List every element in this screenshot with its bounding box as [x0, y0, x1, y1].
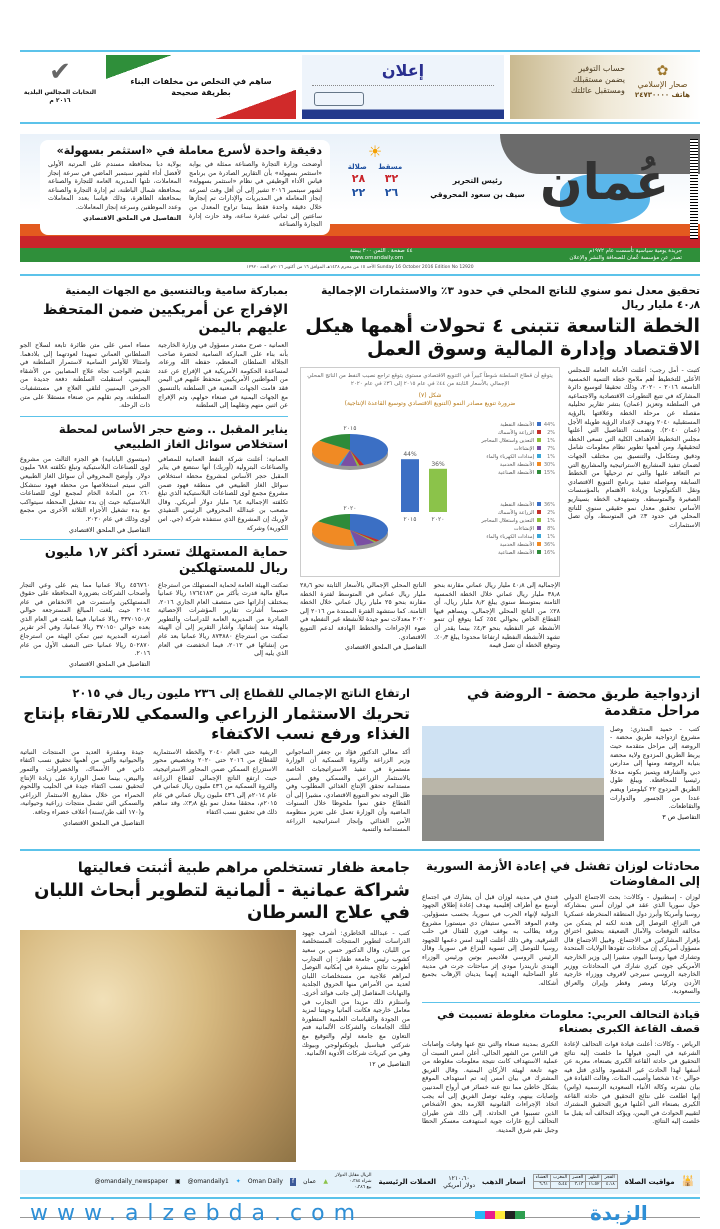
legend-value: 30% — [543, 462, 555, 468]
dhofar-kicker: جامعة ظفار تستخلص مراهم طبية أثبتت فعاليتها — [77, 859, 410, 876]
section-bottom — [20, 859, 700, 1162]
bar-value: 36% — [431, 460, 445, 468]
legend-value: 7% — [547, 446, 555, 452]
legend-label: الأنشطة النفطية — [500, 422, 534, 428]
prayer-name: المغرب — [551, 1175, 570, 1182]
gold-label: أسعار الذهب — [482, 1177, 526, 1186]
legend-swatch — [537, 470, 541, 474]
legend-swatch — [537, 510, 541, 514]
chart-box — [300, 367, 560, 577]
legend-label: الأنشطة الخدمية — [499, 462, 534, 468]
top-margin — [0, 0, 720, 50]
prayer-name: الفجر — [602, 1175, 617, 1182]
newspaper-logo: عُمان — [540, 153, 670, 211]
legend-swatch — [537, 518, 541, 522]
lead-text: الناتج المحلي الإجمالي بالأسعار الثابتة نحو ٢٨٫٦ مليار ريال عماني في المتوسط لفترة الخطة مقارنة بنحو ٢٥ مليار ريال عماني خلال الخطة الثامنة. كما ستشهد الفترة الممتدة من ٢٠١٦ إلى ٢٠٢٠ معدلات نمو جيدة للأنشطة غير النفطية في ضوء الإجراءات والخطط الهادفة لدعم التنويع الاقتصادي. — [300, 582, 427, 641]
legend-value: 36% — [543, 502, 555, 508]
lead-story[interactable] — [300, 284, 700, 651]
consumer-story[interactable] — [20, 545, 288, 668]
facebook-icon: f — [291, 1177, 295, 1185]
legend-label: التعدين واستغلال المحاجر — [481, 518, 534, 524]
divider — [20, 539, 288, 540]
temp-low: ٢٦ — [384, 186, 399, 199]
pie-year-label: ٢٠١٥ — [343, 425, 357, 432]
details-link[interactable]: التفاصيل ص ١٢ — [368, 1060, 410, 1068]
gas-story[interactable] — [20, 422, 288, 534]
dhofar-story[interactable] — [20, 859, 410, 1162]
currency-line: شراء ٠،٣٨٤ — [349, 1178, 372, 1184]
story-text: مساء امس على متن طائرة تابعة لسلاح الجو السلطاني العماني تمهيدا لعودتهما إلى بلادهما. وامتثالا للأوامر السامية لاستمرار السلطنة في تقديم الواجب تجاه علاج المصابين من الأشقاء اليمنيين، استقبلت السلطنة دفعة جديدة من الجرحى اليمنيين لتلقي العلاج في مستشفيات السلطنة، وتم نقلهم من صنعاء مستقلا على متن ذات الرحلة. — [20, 342, 150, 410]
weather-widget — [342, 142, 408, 200]
section-top — [20, 284, 700, 668]
chart-title: شكل (٧) — [418, 392, 442, 399]
footer-bar — [20, 1170, 700, 1194]
legend-swatch — [537, 550, 541, 554]
city-muscat: مسقط — [378, 163, 403, 171]
coalition-headline: قيادة التحالف العربي: معلومات مغلوطة تسببت في قصف القاعة الكبرى بصنعاء — [437, 1008, 700, 1035]
ad-strip — [20, 55, 700, 119]
divider — [20, 849, 700, 851]
section-middle — [20, 686, 700, 841]
dhofar-headline: شراكة عمانية - ألمانية لتطوير أبحاث اللبان في علاج السرطان — [34, 879, 410, 923]
watermark-url: www.alzebda.com — [30, 1200, 365, 1226]
story-text: تمكنت الهيئة العامة لحماية المستهلك من استرجاع مبالغ مالية قدرت بأكثر من ١٧٦٤١٨٣ ريالا عمانيا بمختلف إداراتها حتى منتصف العام الجاري ٢٠١٦، حسبما أشارت تقارير المؤشرات الإحصائية الصادرة من المديرية العامة للدراسات والتطوير بالهيئة منذ إنشائها. وأشار التقرير إلى أن الهيئة تمكنت من استرجاع ٨٧٣٨٨٠ ريالا عمانيا بعد عام من إنشائها في ٢٠١٢، فيما انخفضت في العام الذي يليه إلى — [157, 581, 289, 658]
watermark-logo: الزبدة — [590, 1200, 648, 1225]
divider — [20, 274, 700, 276]
currency-line: بيع ٠،٣٨٦ — [353, 1184, 372, 1190]
prayer-time: ٣،١٣ — [570, 1182, 586, 1189]
yemen-story[interactable] — [20, 284, 288, 411]
bank-logo-icon: ✿ — [656, 63, 669, 79]
story-text: كتب - عبدالله الخاطري: أشرف جهود الدراسات لتطوير المنتجات المستخلصة من اللبان، وقال الدكتور حسن بن سعيد كشوب رئيس جامعة ظفار: إن التجارب أظهرت نتائج مبشرة في إمكانية التوصل لمراهم علاجية من مستخلصات اللبان لعديد من الأمراض منها الحروق الجلدية والتهابات المفاصل إلى جانب فوائد أخرى. واستلزم ذلك مزيدا من التجارب في معامل خارجية فكانت ألمانيا وجهتنا لمزيد من الجودة والقياسات العلمية المتطورة لتلك الجامعات والشركات الألمانية فتم التعاون مع جامعة اولم والتوقيع مع شركتي فيتاسيل بايوتكنولوجي وبيوتك وهي من كبريات شركات الأدوية الألمانية. — [302, 929, 410, 1058]
editor-label: رئيس التحرير — [452, 176, 503, 185]
story-text: ٤٥٦٧٦٠ ريالا عمانيا مما يتم على وعي التجار وأصحاب الشركات بضرورة المحافظة على حقوق المستهلكين واستمرت في الانخفاض في عام ٢٠١٤ حيث بلغت المبالغ المسترجعة حوالي ٣٣٧٠١٥٠٫٧ ريالا عمانيا، فيما بلغت في العام الذي بعده حوالي ٣٧٠١٥٠ ريالا عمانيا، وفي آخر تقرير أصدرته المديرية تبين تمكن الهيئة من استرجاع ٥٠٢٨٧٠ ريالا عمانيا حتى النصف الأول من عام ٢٠١٦. — [20, 581, 150, 658]
teaser-box[interactable] — [40, 140, 330, 235]
teaser-text: أوضحت وزارة التجارة والصناعة ممثلة في بوابة «استثمر بسهولة» بأن التقارير الصادرة من برنامج قياس الأداء الوظيفي في نظام «استثمر بسهولة» لشهر سبتمبر ٢٠١٦ تشير إلى أن أقل وقت لسرعة إنجاز المعاملة في المديريات والإدارات تم إنجازها خلال دقيقة واحدة فقط بينما تراوح المعدل من ساعتين إلى ثماني عشرة ساعة، وقد حازت إدارة التجارة والصناعة — [189, 161, 322, 229]
prayer-time: ١١،٥٢ — [586, 1182, 602, 1189]
road-story[interactable] — [422, 686, 700, 841]
page-count: ٤٤ صفحة . الثمن ٢٠٠ بيسة — [350, 248, 413, 254]
temp-high: ٢٨ — [351, 172, 366, 185]
barcode — [690, 139, 698, 239]
twitter-icon: ✦ — [235, 1177, 241, 1185]
syria-story[interactable] — [422, 859, 700, 997]
prayer-name: الظهر — [586, 1175, 602, 1182]
divider — [20, 122, 700, 124]
gold-value: ١٢١٠،٦٠ — [448, 1174, 470, 1182]
notice-form-graphic — [314, 92, 364, 106]
legend-swatch — [537, 462, 541, 466]
details-link[interactable]: التفاصيل في الملحق الاقتصادي — [62, 819, 144, 827]
details-link[interactable]: التفاصيل في الملحق الاقتصادي — [68, 526, 150, 534]
website-link[interactable]: www.omandaily.om — [350, 254, 404, 261]
legend-label: الإنشاءات — [513, 526, 534, 532]
watermark-strip — [20, 1199, 700, 1229]
agri-story[interactable] — [20, 686, 410, 835]
lead-text: الإجمالية إلى ٤٠٫٨ مليار ريال عماني مقارنة بنحو ٣٨٫٨ مليار ريال عماني خلال الخطة الخمسية الثامنة بمتوسط سنوي يبلغ ٨٫٢ مليار ريال، أي ٢٨٪ من الناتج المحلي الإجمالي، ويساهم فيها القطاع الخاص بحوالي ٥٤٪ كما يتوقع أن تنمو الأنشطة غير النفطية بنحو ٤٫٣٪ بينما يقدر أن تشهد الأنشطة النفطية ارتفاعا محدودا يبلغ ٠٫٣٪. وتتوقع الخطة أن تصل قيمة — [434, 582, 560, 650]
ad-text: ساهم في التخلص من مخلفات البناء بطريقة صحيحة — [130, 77, 272, 97]
story-text: أكد معالي الدكتور فؤاد بن جعفر الساجواني وزير الزراعة والثروة السمكية أن الوزارة مستمرة في تنفيذ الاستراتيجيات الخاصة بالاستثمار الزراعي والسمكي وفق أسس مستدامة تحقق الإنتاج الغذائي المطلوب وفي ظل التوجه نحو التنويع الاقتصادي، مشيرا إلى أن القطاع حقق نموا ملحوظا خلال السنوات الماضية وأن الوزارة تعمل على تعزيز منظومة الأمن الغذائي وإنجاز استراتيجية الزراعة المستدامة والتنمية — [286, 748, 410, 834]
legend-value: 8% — [547, 526, 555, 532]
bar — [429, 469, 447, 512]
story-text: (ميتسوي اليابانية) هو الجزء الثالث من مشروع لوى للصناعات البلاستيكية وتبلغ تكلفته ٦٨٨ مليون دولار. وأوضح المحروقي أن سوائل الغاز الطبيعي التي سيتم استخلاصها من محطة فهود ستشكل ٦٠٪ من المادة الخام لمجمع لوى للصناعات البلاستيكية حيث إن بدء تشغيل المحطة سيتواكب مع بدء تشغيل الأجزاء الثلاثة الأخرى من مجمع لوى وذلك في عام ٢٠٢٠. — [20, 455, 150, 523]
tagline: تصدر عن مؤسسة عُمان للصحافة والنشر والإعلان — [569, 254, 682, 261]
bar-category: ٢٠٢٠ — [431, 516, 445, 523]
ad-text: ٢٠١٦ م — [49, 97, 71, 104]
bar-category: ٢٠١٥ — [403, 516, 417, 523]
ad-text: يضمن مستقبلك — [572, 75, 625, 84]
details-link[interactable]: التفاصيل في الملحق الاقتصادي — [83, 214, 181, 222]
elections-logo-icon: ✔ — [49, 57, 71, 87]
teaser-title: دقيقة واحدة لأسرع معاملة في «استثمر بسهولة» — [56, 144, 322, 157]
bank-phone: هاتف ٢٤٧٣٠٠٠٠ — [634, 91, 690, 99]
legend-swatch — [537, 534, 541, 538]
legend-label: الزراعة والأسماك — [497, 510, 534, 516]
teaser-text: بولاية دبا بمحافظة مسندم على المرتبة الأولى لأفضل أداء لشهر سبتمبر الماضي في سرعة إنجاز المعاملات، تلتها المديرية العامة للتجارة والصناعة بمحافظة شمال الباطنة، ثم إدارة التجارة والصناعة بمحافظة الظاهرة، وذلك قياسا بعدد المعاملات وعدد الموظفين وسرعة إنجاز المعاملات. — [48, 161, 181, 211]
frankincense-photo — [20, 930, 296, 1162]
yemen-kicker: بمباركة سامية وبالتنسيق مع الجهات اليمنية — [65, 285, 288, 297]
legend-swatch — [537, 430, 541, 434]
coalition-story[interactable] — [422, 1008, 700, 1136]
right-column — [422, 859, 700, 1136]
instagram-icon: ▣ — [174, 1177, 181, 1185]
legend-value: 15% — [543, 470, 555, 476]
prayer-name: العصر — [570, 1175, 586, 1182]
bar-value: 44% — [403, 451, 417, 459]
ad-text: التخابات المجالس البلدية — [23, 89, 97, 96]
legend-value: 2% — [547, 430, 555, 436]
recycling-ad[interactable] — [106, 55, 296, 119]
details-link[interactable]: التفاصيل في الملحق الاقتصادي — [344, 644, 426, 652]
currency-label: العملات الرئيسية — [378, 1177, 437, 1186]
twitter-link[interactable]: @omandaily1 — [187, 1177, 229, 1185]
chart-note: يتوقع أن قطاع السلطنة شوطاً كبيراً في التنويع الاقتصادي مستوى يتوقع تراجع نصيب النفط من الناتج المحلي الإجمالي بالأسعار الثابتة من ٤٤٪ في عام ٢٠١٥ إلى ٣٦٪ في عام ٢٠٢٠ — [307, 373, 553, 387]
road-photo — [422, 726, 604, 841]
legend-label: إمدادات الكهرباء والماء — [486, 534, 534, 540]
ad-text: حساب التوفير — [578, 64, 625, 73]
divider — [20, 50, 700, 52]
legend-label: إمدادات الكهرباء والماء — [486, 454, 534, 460]
lead-kicker: تحقيق معدل نمو سنوي للناتج المحلي في حدود ٣٪ والاستثمارات الإجمالية ٤٠٫٨ مليار ريال — [321, 285, 700, 311]
details-link[interactable]: التفاصيل ص ٣ — [662, 813, 700, 821]
city-salalah: صلالة — [347, 163, 367, 171]
story-text: العمانية - صرح مصدر مسؤول في وزارة الخارجية بأنه بناء على المباركة السامية لحضرة صاحب الجلالة السلطان المعظم، حفظه الله ورعاه، لمساعدة الحكومة الأمريكية في الإفراج عن عدد من المواطنين الأمريكيين متحفظ عليهم في اليمن فقد قامت الجهات المعنية في السلطنة بالتنسيق مع الجهات اليمنية في صنعاء حولهم، وتم الإفراج عن اثنين منهم ونقلهما إلى السلطنة — [158, 342, 288, 410]
prayer-label: مواقيت الصلاة — [624, 1177, 675, 1186]
legend-label: الزراعة والأسماك — [497, 430, 534, 436]
legend-value: 36% — [543, 542, 555, 548]
lead-headline: الخطة التاسعة تتبنى ٤ تحولات أهمها هيكل الاقتصاد وإدارة المالية وسوق العمل — [305, 315, 700, 360]
temp-low: ٢٢ — [351, 186, 366, 199]
agri-kicker: ارتفاع الناتج الإجمالي للقطاع إلى ٢٣٦ مليون ريال في ٢٠١٥ — [72, 685, 410, 700]
legend-swatch — [537, 446, 541, 450]
legend-label: الأنشطة الصناعية — [498, 550, 534, 556]
mosque-icon: 🕌 — [681, 1175, 694, 1187]
chart-svg — [305, 412, 555, 572]
legend-value: 2% — [547, 510, 555, 516]
consumer-headline: حماية المستهلك تسترد أكثر ١٫٧ مليون ريال للمستهلكين — [44, 544, 288, 576]
sun-cloud-icon: ☀ — [367, 142, 383, 161]
bar — [401, 459, 419, 512]
prayer-time: ٦،٦١ — [533, 1182, 550, 1189]
legend-label: الأنشطة الصناعية — [498, 470, 534, 476]
prayer-time: ٥،٤٤ — [551, 1182, 570, 1189]
legend-value: 1% — [547, 454, 555, 460]
story-text: جيدة ومقدرة العديد من المنتجات النباتية والحيوانية والتي من أهمها تحقيق نسب اكتفاء ذاتي في الأسماك، والخضراوات والتمور والبيض، بينما تعمل الوزارة على زيادة الإنتاج لتحقيق نسب اكتفاء جيدة في الحليب واللحوم الحمراء من خلال مشاريع الاستثمار الزراعي والسمكي التي تشمل منتجات زراعية وحيوانية، و(١٧٠ ألف طن/سنة) أعلاف خضراء وجافة. — [20, 748, 144, 816]
notice-ad[interactable] — [302, 55, 504, 119]
story-text: العمانية: أعلنت شركة النفط العمانية للمصافي والصناعات البترولية (أوربك) أنها ستضع في يناير المقبل حجر الأساس لمشروع محطة استخلاص سوائل الغاز الطبيعي في منطقة فهود ضمن مشروع مجمع لوى للصناعات البلاستيكية الذي تبلغ تكلفته الإجمالية ٦٫٤ مليار دولار أمريكي. وقال مصعب بن عبدالله المحروقي الرئيس التنفيذي لأوربك إن المشروع الذي ستنفذه شركة (جي. اس الكورية) وشركة — [158, 455, 288, 532]
legend-swatch — [537, 454, 541, 458]
divider — [20, 416, 288, 417]
legend-label: الأنشطة النفطية — [500, 502, 534, 508]
color-registration-marks — [475, 1211, 525, 1219]
story-text: فندق في مدينة لوزان قبل أن يشارك في اجتماع أوسع مع أطراف إقليمية بهدف إعادة إطلاق الجهود الدولية لإنهاء الحرب في سوريا، بحسب مسؤولين. وقدم الموفد الأممي ستيفان دي ميستورا مشروع ورقة يطالب به بوقف فوري للقتال في حلب الشرقية. وفي ذلك أعلنت الهند امس دعمها للجهود روسيا للتوصل إلى تسوية للنزاع في سوريا. وقال الرئيس الروسي فلاديمير بوتين ورئيس الوزراء الهندي ناريندرا مودي إثر مباحثات جرت في مدينة غاو الساحلية الهندية إنهما يدينان الإرهاب بجميع أشكاله. — [422, 893, 558, 987]
ad-title: إعلان — [381, 61, 425, 80]
agri-headline: تحريك الاستثمار الزراعي والسمكي للارتقاء بإنتاج الغذاء ورفع نسب الاكتفاء — [23, 703, 410, 743]
details-link[interactable]: التفاصيل في الملحق الاقتصادي — [68, 660, 150, 668]
bank-name: صحار الإسلامي — [637, 80, 688, 89]
masthead — [20, 134, 700, 262]
temp-high: ٣٢ — [384, 172, 399, 185]
instagram-link[interactable]: @omandaily_newspaper — [94, 1177, 168, 1185]
dateline: الأحد ١٥ من محرم ١٤٣٨هـ الموافق ١٦ من أكتوبر ٢٠١٦م العدد ١٢٩٢٠ Sunday 16 October 2016 Edition No 12920 — [246, 265, 474, 270]
elections-ad[interactable] — [20, 55, 100, 119]
currency-line: الريال مقابل الدولار — [335, 1172, 372, 1178]
legend-label: التعدين واستغلال المحاجر — [481, 438, 534, 444]
app-link[interactable]: عمان — [303, 1177, 317, 1185]
gas-headline: يناير المقبل .. وضع حجر الأساس لمحطة استخلاص سوائل الغاز الطبيعي — [58, 421, 288, 451]
legend-swatch — [537, 502, 541, 506]
prayer-name: العشاء — [533, 1175, 550, 1182]
story-text: الريفية حتى العام ٢٠٤٠ والخطة الاستثمارية للقطاع من ٢٠١٦ حتى ٢٠٢٠ وتخصيص محور الاستزراع السمكي ضمن المحاور الاستراتيجية، حيث ارتفع الناتج الإجمالي لقطاع الزراعة والثروة السمكية من ٤٣٦ مليون ريال عماني في عام ٢٠١٤م إلى ٤٣٦ مليون ريال عماني في عام ٢٠١٥م، محققا معدل نمو بلغ ٣٫٨٪، وقد ساهم ذلك في تحقيق نسب اكتفاء — [153, 748, 278, 816]
legend-value: 1% — [547, 518, 555, 524]
prayer-times-table — [533, 1174, 618, 1189]
bank-ad[interactable] — [510, 55, 700, 119]
chart-subtitle: ضرورة تنويع مصادر النمو (التنويع الاقتصادي وتوسيع القاعدة الإنتاجية) — [344, 400, 516, 407]
legend-value: 44% — [543, 422, 555, 428]
android-icon: ▲ — [323, 1177, 329, 1185]
syria-headline: محادثات لوزان تفشل في إعادة الأزمة السورية إلى المفاوضات — [425, 858, 700, 888]
prayer-time: ٤،١٨ — [602, 1182, 617, 1189]
legend-label: الإنشاءات — [513, 446, 534, 452]
divider — [422, 1002, 700, 1003]
legend-swatch — [537, 422, 541, 426]
gold-unit: دولار أمريكي — [443, 1181, 476, 1189]
ad-text: ومستقبل عائلتك — [570, 86, 625, 95]
legend-value: 1% — [547, 438, 555, 444]
story-text: كتب - حميد المنذري: وصل مشروع ازدواجية طريق محضة - الروضة إلى مراحل متقدمة حيث يربط الطريق المزدوج ولاية محضة بنيابة الروضة ومنها إلى مدارس دبي والشارقة ويتميز بكونه مدخلا رئيسيا للمحافظة. ويبلغ طول الطريق المزدوج ٢٢ كيلومترا ويضم عددا من الجسور والدوارات والتقاطعات. — [610, 725, 700, 811]
lead-text: كتبت - أمل رجب: أعلنت الأمانة العامة للمجلس الأعلى للتخطيط أهم ملامح خطة التنمية الخمسية التاسعة ٢٠١٦ - ٢٠٢٠، وذلك تحقيقا لتوسيع دائرة المشاركة في تتبع التطورات الاقتصادية والاجتماعية في السلطنة وتعزيز (عمان) بتشر تقارير تحليلية مفصلة عن مرحلة الخطة وعلاقتها بالرؤية المستقبلية ٢٠٤٠ وتهدف لإعداد الرؤية طويلة الأجل (عمان ٢٠٤٠). وتضمنت التفاصيل التي أعلنها مجلس التخطيط الأهداف الكلية التي تسعى الخطة لتحقيقها، ومن أهمها تطوير نظام معلومات شامل ودقيق ومتكامل، والتنسيق بين مختلف الجهات لضمان تنفيذ المشاريع الاستراتيجية والمشاريع التي تم التعاقد عليها والتي تم ترحيلها من الخطط السابقة ومواصلة تنفيذ برنامج التنويع الاقتصادي ونقل التكنولوجيا وزيادة الاهتمام بالمؤسسات الصغيرة والمتوسطة. وتستهدف الخطة بسيناريو الأساس تحقيق معدل نمو حقيقي سنوي للناتج المحلي في حدود ٣٪ في المتوسط، وأن تصل الاستثمارات — [568, 367, 701, 529]
story-text: الرياض - وكالات: أعلنت قيادة قوات التحالف لإعادة الشرعية في اليمن قبولها ما خلصت إليه نتائج التحقيق في حادثة القاعة الكبرى بصنعاء، معربة عن أسفها لهذا الحادث غير المقصود والذي قتل فيه حوالي ١٤٠ شخصا وأصيب المئات. وقالت القيادة في بيان نشرته وكالة الأنباء السعودية الرسمية (واس) إنها اطلعت على نتائج التحقيق في حادثة القاعة الكبرى بصنعاء التي أعلنها فريق التحقيق المشترك لتقييم الحوادث في اليمن، ويؤكد التحالف أنه يقبل ما خلصت إليه النتائج. — [564, 1040, 700, 1126]
story-text: لوزان - إسطنبول - وكالات: بحث الاجتماع الدولي حول سوريا الذي عقد في لوزان أمس بمشاركة روسيا وأمريكا وأبرز دول المنطقة المنخرطة عسكريا في النزاع، التوصل إلى هدنة لكنه لم يتمكن من مخالفة التوقعات والآمال الضعيفة بتحقيق اختراق بإقرار المشاركين في الاجتماع. وقبيل الاجتماع قال مسؤول أمريكي إن محادثات تقودها الولايات المتحدة وتشارك فيها روسيا اليوم، مشيرا إلى وزير الخارجية الأمريكي جون كيري شارك في المحادثات ووزير الخارجية الروسي سيرجي لافروف ووزراء خارجية الأردن وتركيا ومصر وقطر وإيران والعراق والسعودية. — [564, 893, 700, 996]
left-column — [20, 284, 288, 668]
legend-swatch — [537, 542, 541, 546]
legend-label: الأنشطة الخدمية — [499, 542, 534, 548]
legend-value: 16% — [543, 550, 555, 556]
legend-swatch — [537, 438, 541, 442]
tagline: جريدة يومية سياسية تأسست عام ١٩٧٢م — [588, 248, 682, 254]
yemen-headline: الإفراج عن أمريكيين ضمن المتحفظ عليهم باليمن — [42, 302, 288, 336]
facebook-link[interactable]: Oman Daily — [247, 1177, 283, 1185]
road-headline: ازدواجية طريق محضة - الروضة في مراحل متقدمة — [466, 685, 700, 719]
divider — [20, 676, 700, 678]
legend-value: 1% — [547, 534, 555, 540]
pie-year-label: ٢٠٢٠ — [343, 505, 357, 512]
legend-swatch — [537, 526, 541, 530]
story-text: الكبرى بمدينة صنعاء والتي نتج عنها وفيات وإصابات في الثامن من الشهر الحالي. أعلن امس السبت أن عملية الاستهداف كانت نتيجة معلومات مغلوطة من جهة تابعة لهيئة الأركان اليمنية. وقال الفريق المشترك في بيان امس إنه تم استهداف الموقع بشكل خاطئ مما نتج عنه خسائر في أرواح المدنيين وإصابات بينهم، وعليه توصل الفريق إلى أنه يجب اتخاذ الإجراءات القانونية اللازمة بحق الأشخاص الذين تسببوا في الحادثة. إلى ذلك شن طيران التحالف أربع غارات جوية استهدفت معسكر الحظا وجبل نقم شرق المدينة. — [422, 1040, 558, 1134]
editor-name: سيف بن سعود المحروقي — [430, 190, 525, 199]
